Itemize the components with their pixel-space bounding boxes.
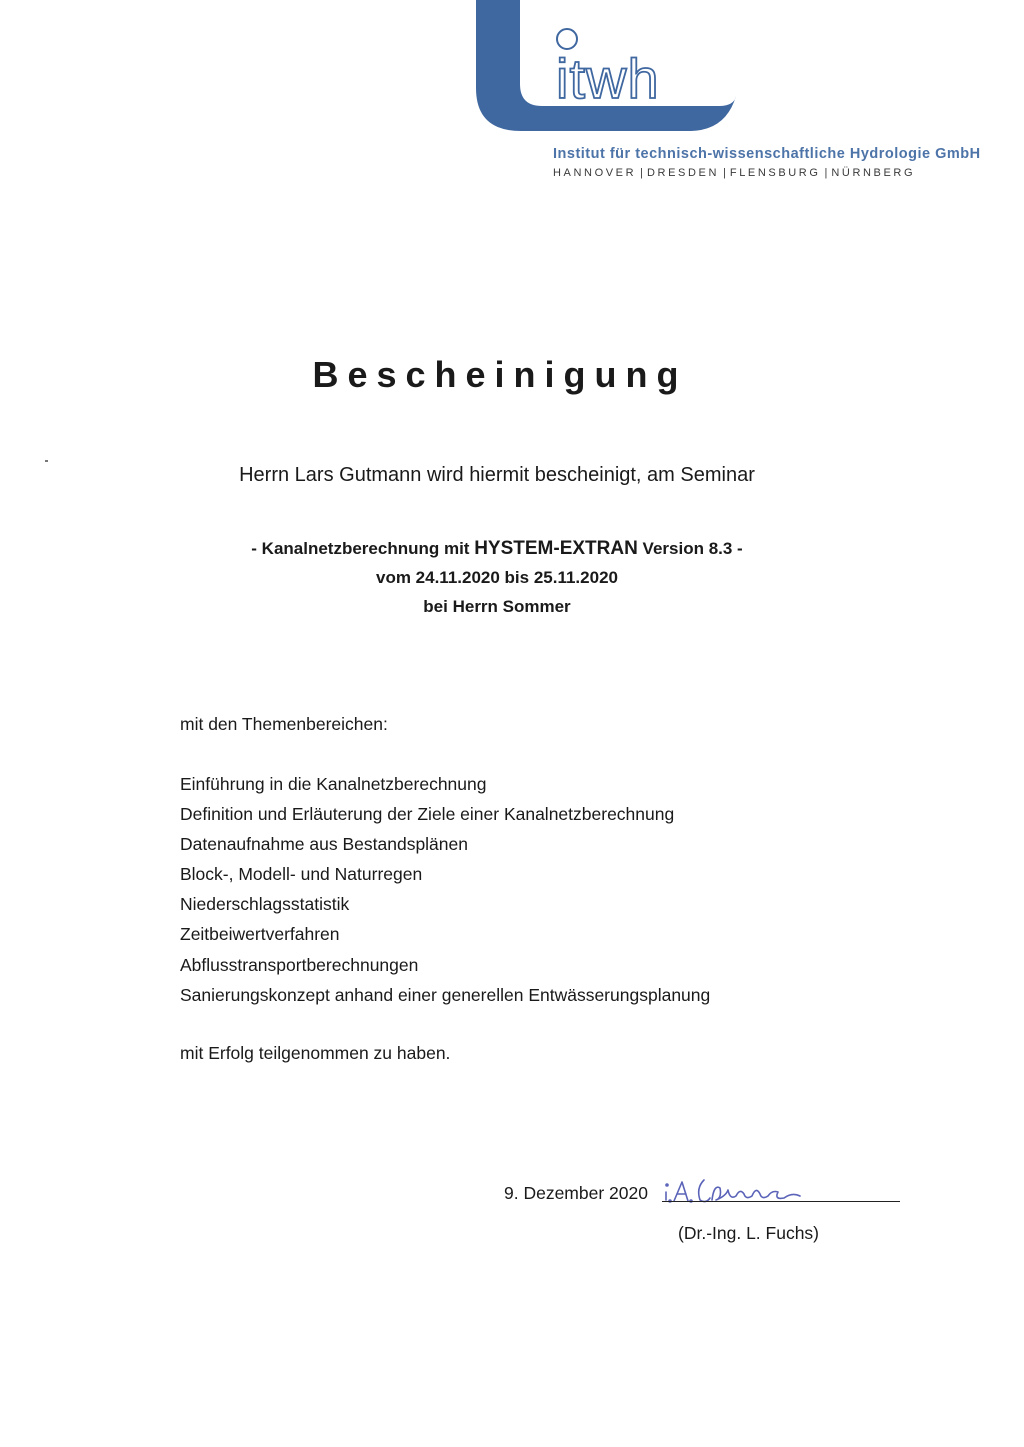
topics-label: mit den Themenbereichen:	[180, 714, 388, 734]
seminar-details	[0, 534, 994, 621]
city: HANNOVER	[553, 167, 637, 179]
scan-mark	[45, 460, 48, 462]
document-title: Bescheinigung	[312, 354, 688, 395]
seminar-dates: vom 24.11.2020 bis 25.11.2020	[376, 568, 618, 587]
institute-name: Institut für technisch-wissenschaftliche Hydrologie GmbH	[553, 146, 981, 162]
city: FLENSBURG	[729, 167, 821, 179]
topic-item: Sanierungskonzept anhand einer generellen Entwässerungsplanung	[180, 984, 711, 1005]
handwritten-signature	[662, 1170, 822, 1208]
topic-item: Definition und Erläuterung der Ziele einer Kanalnetzberechnung	[180, 804, 675, 825]
itwh-logo	[476, 0, 736, 135]
topic-item: Zeitbeiwertverfahren	[180, 924, 340, 945]
signer-name: (Dr.-Ing. L. Fuchs)	[678, 1223, 820, 1243]
topic-item: Einführung in die Kanalnetzberechnung	[180, 774, 487, 794]
city: DRESDEN	[647, 167, 720, 179]
topic-item: Datenaufnahme aus Bestandsplänen	[180, 834, 468, 855]
issue-date: 9. Dezember 2020	[504, 1183, 648, 1203]
seminar-instructor: bei Herrn Sommer	[423, 597, 571, 616]
topics-list	[180, 772, 710, 1013]
closing-text: mit Erfolg teilgenommen zu haben.	[180, 1043, 451, 1063]
signature-line	[662, 1201, 900, 1202]
topic-item: Abflusstransportberechnungen	[180, 954, 419, 975]
seminar-name: - Kanalnetzberechnung mit HYSTEM-EXTRAN Version 8.3 -	[251, 538, 743, 559]
logo-text: itwh	[556, 47, 660, 110]
topic-item: Block-, Modell- und Naturregen	[180, 864, 423, 885]
city: NÜRNBERG	[831, 167, 916, 179]
topic-item: Niederschlagsstatistik	[180, 894, 350, 915]
intro-text: Herrn Lars Gutmann wird hiermit bescheinigt, am Seminar	[239, 464, 755, 486]
city-list: HANNOVER | DRESDEN | FLENSBURG | NÜRNBERG	[553, 167, 916, 179]
